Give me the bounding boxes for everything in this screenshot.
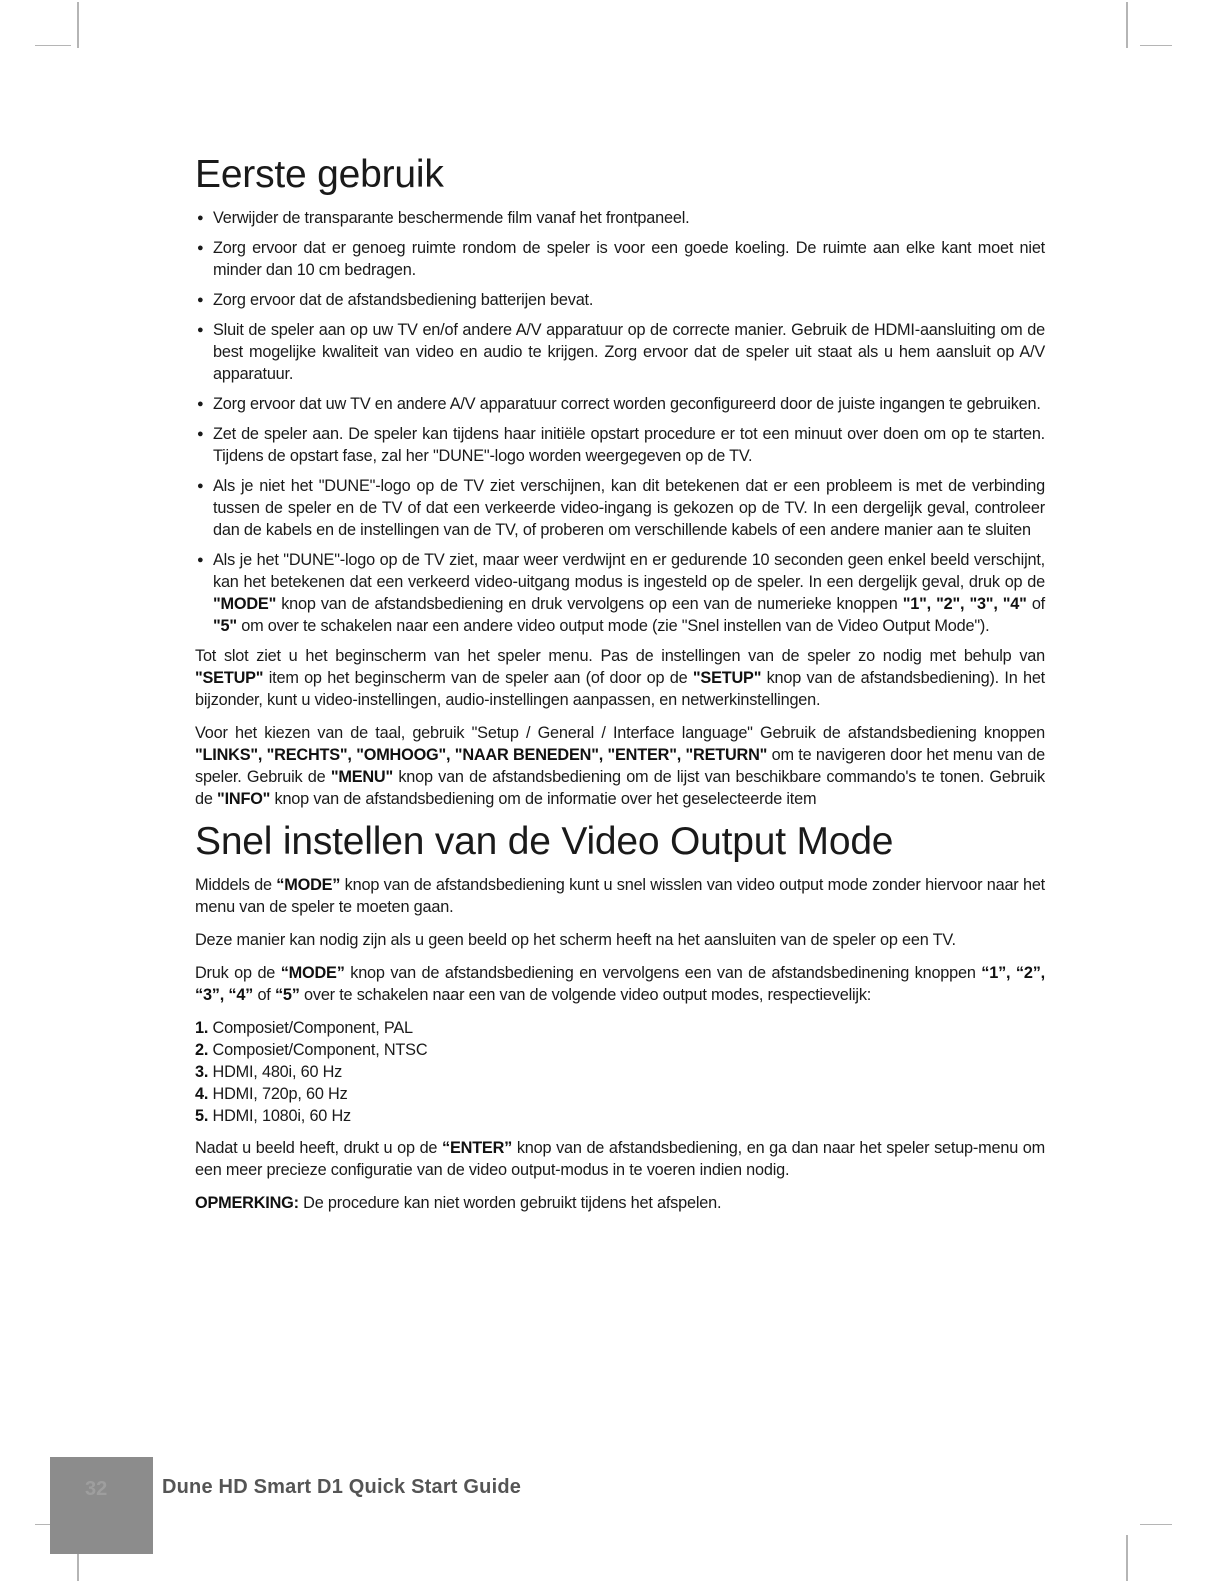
- bold-run: "5": [213, 616, 237, 635]
- text-run: knop van de afstandsbediening). In het bijzonder, kunt u video-instellingen, audio-instellingen aanpassen, en netwerkinstellingen.: [195, 668, 1045, 709]
- section-title-video-output: Snel instellen van de Video Output Mode: [195, 819, 894, 863]
- video-modes-list: [195, 1017, 1045, 1127]
- crop-mark: [1126, 1535, 1128, 1581]
- mode-number: 5.: [195, 1106, 209, 1125]
- bold-run: "MENU": [330, 767, 394, 786]
- text-run: knop van de afstandsbediening en druk vervolgens op een van de numerieke knoppen: [276, 594, 903, 613]
- bold-run: “5”: [274, 985, 300, 1004]
- list-item: [195, 1083, 1045, 1105]
- footer-title: Dune HD Smart D1 Quick Start Guide: [162, 1476, 522, 1498]
- paragraph-mode-intro: [195, 874, 1045, 918]
- text-run: of: [1026, 594, 1045, 613]
- mode-text: HDMI, 480i, 60 Hz: [208, 1062, 343, 1081]
- list-item: ● Als je niet het "DUNE"-logo op de TV ziet verschijnen, kan dit betekenen dat er een probleem is met de verbinding tussen de speler en de TV of dat een verkeerde video-ingang is gekozen op de TV. In een dergelijk geval, controleer dan de kabels en de instellingen van de TV, of proberen om verschillende kabels of een andere manier aan te sluiten: [195, 475, 1045, 541]
- paragraph-mode-keys: [195, 962, 1045, 1006]
- list-item: [195, 1017, 1045, 1039]
- first-use-list: [195, 207, 1045, 637]
- bold-run: “MODE”: [280, 963, 345, 982]
- paragraph-enter: [195, 1137, 1045, 1181]
- text-run: over te schakelen naar een van de volgende video output modes, respectievelijk:: [299, 985, 872, 1004]
- text-run: Als je het "DUNE"-logo op de TV ziet, maar weer verdwijnt en er gedurende 10 seconden geen enkel beeld verschijnt, kan het betekenen dat een verkeerd video-uitgang modus is ingesteld op de speler. In een dergelijk geval, druk op de: [213, 550, 1045, 591]
- text-run: Druk op de: [195, 963, 281, 982]
- footer-page-box: [50, 1457, 153, 1554]
- bold-run: "SETUP": [692, 668, 762, 687]
- note-label: OPMERKING:: [195, 1193, 299, 1212]
- text-run: knop van de afstandsbediening en vervolgens een van de afstandsbedinening knoppen: [344, 963, 982, 982]
- paragraph-language: [195, 722, 1045, 810]
- mode-number: 4.: [195, 1084, 209, 1103]
- paragraph-no-picture: Deze manier kan nodig zijn als u geen beeld op het scherm heeft na het aansluiten van de speler op een TV.: [195, 930, 956, 949]
- crop-mark: [1140, 45, 1172, 46]
- list-item: [195, 1061, 1045, 1083]
- note-paragraph: [195, 1192, 1045, 1214]
- section-title-first-use: Eerste gebruik: [195, 153, 444, 196]
- paragraph-setup: [195, 645, 1045, 711]
- text-run: om over te schakelen naar een andere video output mode (zie "Snel instellen van de Video Output Mode").: [236, 616, 990, 635]
- mode-number: 2.: [195, 1040, 209, 1059]
- text-run: Nadat u beeld heeft, drukt u op de: [195, 1138, 443, 1157]
- bold-run: "LINKS", "RECHTS", "OMHOOG", "NAAR BENEDEN", "ENTER", "RETURN": [195, 745, 768, 764]
- mode-number: 3.: [195, 1062, 209, 1081]
- list-item: ● Zorg ervoor dat uw TV en andere A/V apparatuur correct worden geconfigureerd door de juiste ingangen te gebruiken.: [195, 393, 1045, 415]
- note-text: De procedure kan niet worden gebruikt tijdens het afspelen.: [298, 1193, 722, 1212]
- bold-run: "INFO": [217, 789, 271, 808]
- page-number: 32: [85, 1478, 108, 1500]
- bold-run: "SETUP": [195, 668, 264, 687]
- mode-text: HDMI, 720p, 60 Hz: [208, 1084, 348, 1103]
- bold-run: "MODE": [213, 594, 277, 613]
- list-item: ● Sluit de speler aan op uw TV en/of andere A/V apparatuur op de correcte manier. Gebruik de HDMI-aansluiting om de best mogelijke kwaliteit van video en audio te krijgen. Zorg ervoor dat de speler uit staat als u hem aansluit op A/V apparatuur.: [195, 319, 1045, 385]
- text-run: knop van de afstandsbediening om de lijst van beschikbare commando's te tonen. Gebruik de: [195, 767, 1045, 808]
- crop-mark: [77, 2, 79, 48]
- list-item: ● Zorg ervoor dat de afstandsbediening batterijen bevat.: [195, 289, 1045, 311]
- bold-run: “ENTER”: [442, 1138, 513, 1157]
- crop-mark: [1140, 1524, 1172, 1525]
- page-content: [195, 150, 1045, 1225]
- list-item: [195, 549, 1045, 637]
- text-run: Middels de: [195, 875, 277, 894]
- text-run: item op het beginscherm van de speler aan (of door op de: [263, 668, 693, 687]
- text-run: knop van de afstandsbediening kunt u snel wisslen van video output mode zonder hiervoor naar het menu van de speler te moeten gaan.: [195, 875, 1045, 916]
- mode-number: 1.: [195, 1018, 209, 1037]
- list-item: [195, 1105, 1045, 1127]
- text-run: Tot slot ziet u het beginscherm van het speler menu. Pas de instellingen van de speler zo nodig met behulp van: [195, 646, 1045, 665]
- crop-mark: [35, 45, 71, 46]
- mode-text: Composiet/Component, PAL: [208, 1018, 413, 1037]
- bold-run: "1", "2", "3", "4": [902, 594, 1027, 613]
- list-item: ● Verwijder de transparante beschermende film vanaf het frontpaneel.: [195, 207, 1045, 229]
- mode-text: Composiet/Component, NTSC: [208, 1040, 428, 1059]
- text-run: om te navigeren door het menu van de speler. Gebruik de: [195, 745, 1045, 786]
- text-run: knop van de afstandsbediening om de informatie over het geselecteerde item: [270, 789, 817, 808]
- text-run: knop van de afstandsbediening, en ga dan naar het speler setup-menu om een meer precieze configuratie van de video output-modus in te voeren indien nodig.: [195, 1138, 1046, 1179]
- text-run: of: [253, 985, 275, 1004]
- list-item: [195, 1039, 1045, 1061]
- crop-mark: [1126, 2, 1128, 48]
- mode-text: HDMI, 1080i, 60 Hz: [208, 1106, 351, 1125]
- text-run: Voor het kiezen van de taal, gebruik "Setup / General / Interface language" Gebruik de afstandsbediening knoppen: [195, 723, 1045, 742]
- bold-run: “MODE”: [276, 875, 341, 894]
- list-item: ● Zet de speler aan. De speler kan tijdens haar initiële opstart procedure er tot een minuut over doen om op te starten. Tijdens de opstart fase, zal her "DUNE"-logo worden weergegeven op de TV.: [195, 423, 1045, 467]
- bold-run: “1”, “2”, “3”, “4”: [195, 963, 1045, 1004]
- list-item: ● Zorg ervoor dat er genoeg ruimte rondom de speler is voor een goede koeling. De ruimte aan elke kant moet niet minder dan 10 cm bedragen.: [195, 237, 1045, 281]
